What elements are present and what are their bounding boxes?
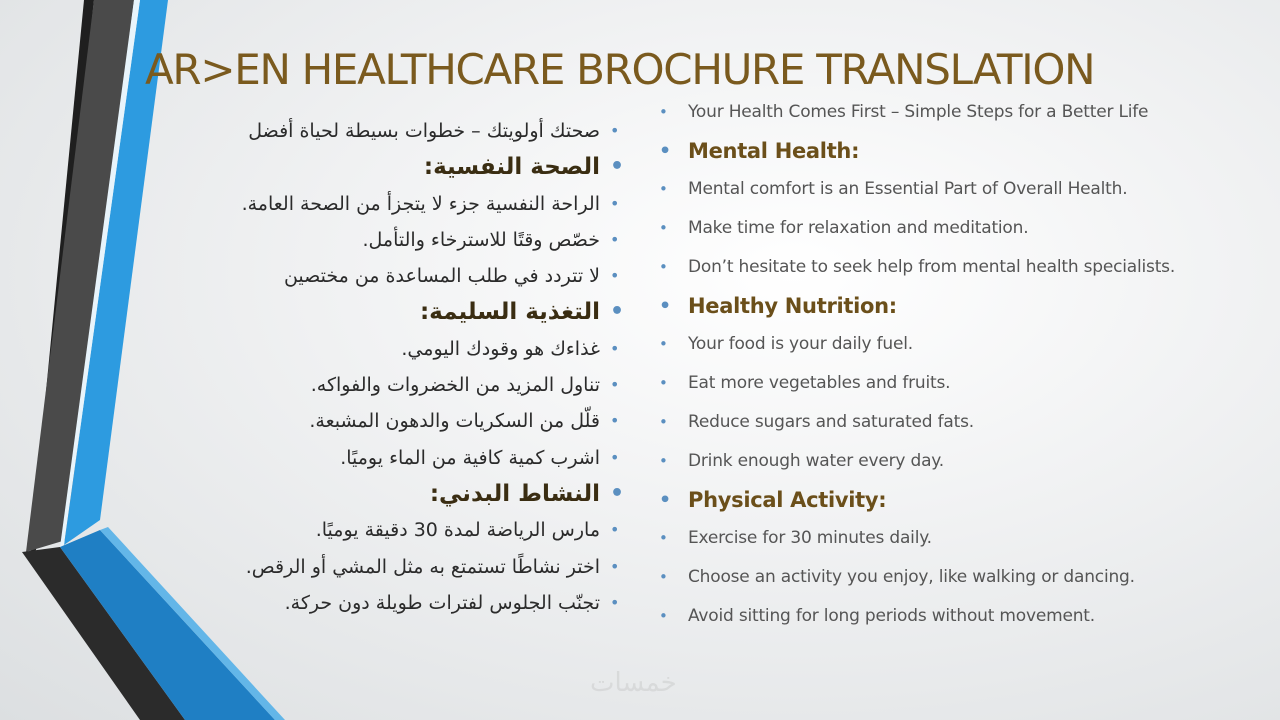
arabic-line-item [150, 258, 640, 294]
arabic-column [150, 113, 640, 621]
arabic-line-heading [150, 476, 640, 512]
arabic-line-text: خصّص وقتًا للاسترخاء والتأمل. [362, 228, 600, 251]
watermark: خمسات [590, 668, 677, 698]
arabic-line-item [150, 222, 640, 258]
arabic-line-item [150, 585, 640, 621]
english-line-item [653, 526, 1223, 551]
arabic-line-text: مارس الرياضة لمدة 30 دقيقة يوميًا. [315, 519, 600, 542]
arabic-line-item [150, 403, 640, 439]
bullet-icon: • [610, 229, 620, 249]
arabic-line-text: غذاءك هو وقودك اليومي. [401, 337, 600, 360]
english-line-text: Your Health Comes First – Simple Steps for a Better Life [688, 102, 1149, 122]
english-line-text: Don’t hesitate to seek help from mental health specialists. [688, 257, 1176, 277]
arabic-line-item [150, 113, 640, 149]
english-line-item [653, 100, 1223, 125]
english-line-text: Physical Activity: [688, 488, 887, 512]
arabic-line-text: تناول المزيد من الخضروات والفواكه. [310, 374, 600, 397]
arabic-line-item [150, 186, 640, 222]
bullet-icon: • [610, 520, 620, 540]
english-line-text: Reduce sugars and saturated fats. [688, 412, 974, 432]
bullet-icon: • [610, 480, 625, 506]
bullet-icon: • [610, 193, 620, 213]
bullet-icon: • [659, 295, 671, 317]
bullet-icon: • [610, 338, 620, 358]
arabic-line-text: لا تتردد في طلب المساعدة من مختصين [283, 265, 600, 288]
bullet-icon: • [659, 452, 668, 470]
english-line-heading [653, 488, 1223, 513]
bullet-icon: • [659, 568, 668, 586]
bullet-icon: • [659, 140, 671, 162]
english-line-text: Make time for relaxation and meditation. [688, 218, 1029, 238]
arabic-line-heading [150, 294, 640, 330]
arabic-line-text: الراحة النفسية جزء لا يتجزأ من الصحة العامة. [241, 192, 600, 215]
bullet-icon: • [659, 489, 671, 511]
bullet-icon: • [659, 374, 668, 392]
bullet-icon: • [610, 411, 620, 431]
english-line-item [653, 216, 1223, 241]
arabic-line-text: تجنّب الجلوس لفترات طويلة دون حركة. [284, 591, 600, 614]
arabic-line-text: اشرب كمية كافية من الماء يوميًا. [340, 446, 600, 469]
english-line-text: Choose an activity you enjoy, like walking or dancing. [688, 567, 1135, 587]
bullet-icon: • [659, 258, 668, 276]
arabic-line-text: النشاط البدني: [429, 480, 600, 507]
arabic-line-item [150, 512, 640, 548]
bullet-icon: • [659, 607, 668, 625]
english-line-item [653, 255, 1223, 280]
english-line-item [653, 332, 1223, 357]
arabic-line-heading [150, 149, 640, 185]
english-line-heading [653, 139, 1223, 164]
bullet-icon: • [659, 180, 668, 198]
arabic-line-text: اختر نشاطًا تستمتع به مثل المشي أو الرقص. [245, 555, 600, 578]
bullet-icon: • [659, 413, 668, 431]
bullet-icon: • [610, 447, 620, 467]
bullet-icon: • [659, 103, 668, 121]
bullet-icon: • [610, 121, 620, 140]
arabic-line-text: صحتك أولويتك – خطوات بسيطة لحياة أفضل [248, 120, 600, 142]
english-line-item [653, 565, 1223, 590]
english-line-item [653, 604, 1223, 629]
bullet-icon: • [610, 592, 620, 612]
english-line-item [653, 410, 1223, 435]
arabic-line-item [150, 549, 640, 585]
english-line-item [653, 371, 1223, 396]
arabic-line-text: الصحة النفسية: [423, 154, 600, 181]
bullet-icon: • [659, 335, 668, 353]
arabic-line-item [150, 440, 640, 476]
slide-title: AR>EN HEALTHCARE BROCHURE TRANSLATION [145, 45, 1095, 94]
english-line-text: Mental comfort is an Essential Part of Overall Health. [688, 179, 1128, 199]
english-line-item [653, 177, 1223, 202]
english-line-text: Your food is your daily fuel. [688, 334, 913, 354]
bullet-icon: • [659, 219, 668, 237]
english-column [653, 100, 1223, 643]
english-line-heading [653, 294, 1223, 319]
english-line-item [653, 449, 1223, 474]
arabic-line-item [150, 331, 640, 367]
english-line-text: Mental Health: [688, 139, 860, 163]
arabic-line-item [150, 367, 640, 403]
bullet-icon: • [610, 266, 620, 286]
bullet-icon: • [610, 154, 625, 180]
arabic-line-text: قلّل من السكريات والدهون المشبعة. [309, 410, 600, 433]
english-line-text: Exercise for 30 minutes daily. [688, 528, 932, 548]
bullet-icon: • [659, 529, 668, 547]
english-line-text: Healthy Nutrition: [688, 294, 897, 318]
english-line-text: Avoid sitting for long periods without movement. [688, 606, 1095, 626]
arabic-line-text: التغذية السليمة: [419, 299, 600, 326]
bullet-icon: • [610, 556, 620, 576]
english-line-text: Drink enough water every day. [688, 451, 944, 471]
english-line-text: Eat more vegetables and fruits. [688, 373, 951, 393]
bullet-icon: • [610, 299, 625, 325]
bullet-icon: • [610, 375, 620, 395]
